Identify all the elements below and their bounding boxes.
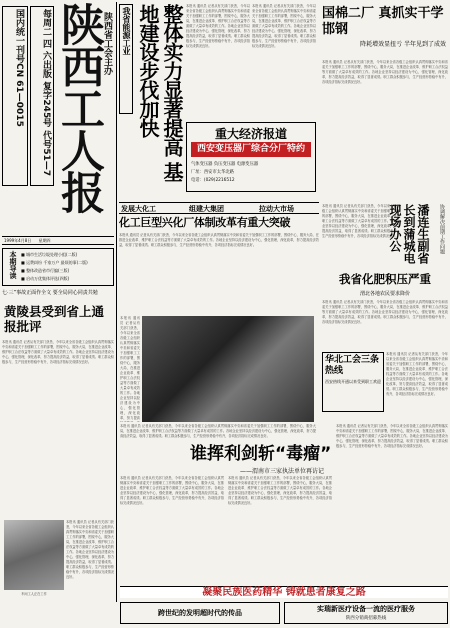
left-story [2,290,114,520]
masthead-title: 陕西工人报 [53,2,104,212]
bottom-right-ad[interactable] [284,602,448,624]
masthead-issue-meta: 复字245号 代号51—7 [41,81,51,177]
lower-center-body: 本报讯 通讯员 记者从有关部门获悉，今年以来全省各级工会组织认真贯彻落实中央和省委关于加强职工工作的部署，围绕中心，服务大局，在推进企业改革、维护职工合法权益等方面做了大量卓有成效的工作。各地企业坚持以经济建设为中心，强化管理，深化改革，努力提高经济效益，取得了显著成绩。职工群众积极参与，生产经营形势稳中有升，各项经济指标完成情况良好。 [120,424,316,438]
bottom-title: 谁挥利剑斩“毒瘤” [190,444,332,464]
ad-line-3: 电话：(029)2216512 [191,178,235,183]
right-mid-body: 本报讯 通讯员 记者从有关部门获悉，今年以来全省各级工会组织认真贯彻落实中央和省委关于加强职工工作的部署，围绕中心，服务大局，在推进企业改革、维护职工合法权益等方面做了大量卓有成效的工作。各地企业坚持以经济建设为中心，强化管理，深化改革，努力提高经济效益，取得了显著成绩。职工群众积极参与，生产经营形势稳中有升，各项经济指标完成情况良好。 [322,204,400,238]
bottom-left-ad-text: 跨世纪的发明超时代的传品 [158,609,242,617]
index-box [2,248,114,286]
top-right-title: 国棉二厂 真抓实干学邯钢 [322,6,444,37]
union-title: 华北工会三条热线 [325,355,380,376]
province-sub: 我省能源工业 [122,7,131,55]
center-photo-caption: 本报讯 通讯员 记者从有关部门获悉，今年以来全省各级工会组织认真贯彻落实中央和省委关于加强职工工作的部署，围绕中心，服务大局，在推进企业改革、维护职工合法权益等方面做了大量卓有成效的工作。各地企业坚持以经济建设为中心，强化管理，深化改革，努力提高 [120,316,140,420]
band-left: 发展大化工 [121,205,156,213]
bottom-right-ad-text: 实瑞新医疗设备一流的医疗服务 [317,605,415,613]
top-right-sub: 降耗增效显扭亏 半年见到了成效 [360,41,446,48]
left-photo [4,520,64,590]
left-column-text: 本报讯 通讯员 记者从有关部门获悉，今年以来全省各级工会组织认真贯彻落实中央和省委关于加强职工工作的部署，围绕中心，服务大局，在推进企业改革、维护职工合法权益等方面做了大量卓有成效的工作。各地企业坚持以经济建设为中心，强化管理，深化改革，努力提高经济效益，取得了显著成绩。职工群众积极参与，生产经营形势稳中有升，各项经济指标完成情况良好。 [66,520,114,579]
bottom-body-1: 本报讯 通讯员 记者从有关部门获悉，今年以来全省各级工会组织认真贯彻落实中央和省委关于加强职工工作的部署，围绕中心，服务大局，在推进企业改革、维护职工合法权益等方面做了大量卓有成效的工作。各地企业坚持以经济建设为中心，强化管理，深化改革，努力提高经济效益，取得了显著成绩。职工群众积极参与，生产经营形势稳中有升，各项经济指标完成情况良好。 [120,476,224,505]
ad-top: 重大经济报道 [214,127,287,141]
bottom-body-3: 本报讯 通讯员 记者从有关部门获悉，今年以来全省各级工会组织认真贯彻落实中央和省委关于加强职工工作的部署，围绕中心，服务大局，在推进企业改革、维护职工合法权益等方面做了大量卓有成效的工作。各地企业坚持以经济建设为中心，强化管理，深化改革，努力提高经济效益，取得了显著成绩。职工群众积极参与，生产经营形势稳中有升，各项经济指标完成情况良好。 [336,424,448,448]
bottom-right-tag: 陕西分销商招募热线 [345,616,387,621]
masthead-publisher: 陕西省工会主办 [102,12,112,75]
mid-right-sub: 渭北各地农民要求降价 [359,291,410,297]
wide-title: 化工巨型兴化厂体制改革有重大突破 [119,216,291,229]
issue-date: 1999年4月8日 [4,238,32,243]
union-sub: 西安热线开通以来受到职工欢迎 [325,379,381,384]
mid-right-title: 我省化肥积压严重 [339,272,431,286]
masthead-schedule: 每周二 四 六出版 [41,9,51,79]
center-photo [142,316,314,422]
index-item[interactable]: ■ 启动万优集体评选(四版) [21,276,70,281]
bottom-banner[interactable] [120,586,448,598]
ad-line-1: 气体变压器 负压变压器 电源变压器 [191,162,259,167]
bottom-body-2: 本报讯 通讯员 记者从有关部门获悉，今年以来全省各级工会组织认真贯彻落实中央和省委关于加强职工工作的部署，围绕中心，服务大局，在推进企业改革、维护职工合法权益等方面做了大量卓有成效的工作。各地企业坚持以经济建设为中心，强化管理，深化改革，努力提高经济效益，取得了显著成绩。职工群众积极参与，生产经营形势稳中有升，各项经济指标完成情况良好。 [228,476,332,505]
band-right: 拉动大市场 [259,205,294,213]
left-story-body: 本报讯 通讯员 记者从有关部门获悉，今年以来全省各级工会组织认真贯彻落实中央和省委关于加强职工工作的部署，围绕中心，服务大局，在推进企业改革、维护职工合法权益等方面做了大量卓有成效的工作。各地企业坚持以经济建设为中心，强化管理，深化改革，努力提高经济效益，取得了显著成绩。职工群众积极参与，生产经营形势稳中有升，各项经济指标完成情况良好。 [2,340,114,364]
wide-body: 本报讯 通讯员 记者从有关部门获悉，今年以来全省各级工会组织认真贯彻落实中央和省委关于加强职工工作的部署，围绕中心，服务大局，在推进企业改革、维护职工合法权益等方面做了大量卓有成效的工作。各地企业坚持以经济建设为中心，强化管理，深化改革，努力提高经济效益，取得了显著成绩。职工群众积极参与，生产经营形势稳中有升，各项经济指标完成情况良好。 [119,233,319,247]
mid-right-body: 本报讯 通讯员 记者从有关部门获悉，今年以来全省各级工会组织认真贯彻落实中央和省委关于加强职工工作的部署，围绕中心，服务大局，在推进企业改革、维护职工合法权益等方面做了大量卓有成效的工作。各地企业坚持以经济建设为中心，强化管理，深化改革，努力提高经济效益，取得了显著成绩。职工群众积极参与，生产经营形势稳中有升，各项经济指标完成情况良好。 [322,300,448,324]
bottom-left-ad[interactable] [120,602,280,624]
union-body: 本报讯 通讯员 记者从有关部门获悉，今年以来全省各级工会组织认真贯彻落实中央和省委关于加强职工工作的部署，围绕中心，服务大局，在推进企业改革、维护职工合法权益等方面做了大量卓有成效的工作。各地企业坚持以经济建设为中心，强化管理，深化改革，努力提高经济效益，取得了显著成绩。职工群众积极参与，生产经营形势稳中有升，各项经济指标完成情况良好。 [386,352,448,396]
ad-main: 西安变压器厂综合分厂特约 [191,142,311,157]
band-mid: 组建大集团 [189,205,224,213]
index-item[interactable]: ■ 运费纠纷 千家万户 最烦的事(二版) [21,260,88,265]
right-vertical-sub: 协调解决前期工作问题 [439,204,445,254]
left-story-title: 黄陵县受到省上通报批评 [4,304,105,334]
union-box [322,352,384,412]
top-right-body: 本报讯 通讯员 记者从有关部门获悉，今年以来全省各级工会组织认真贯彻落实中央和省委关于加强职工工作的部署，围绕中心，服务大局，在推进企业改革、维护职工合法权益等方面做了大量卓有成效的工作。各地企业坚持以经济建设为中心，强化管理，深化改革，努力提高经济效益，取得了显著成绩。职工群众积极参与，生产经营形势稳中有升，各项经济指标完成情况良好。 [322,60,448,84]
index-label: 本期导读 [9,251,17,279]
column-rule [116,2,117,602]
lead-body-2: 本报讯 通讯员 记者从有关部门获悉，今年以来全省各级工会组织认真贯彻落实中央和省委关于加强职工工作的部署，围绕中心，服务大局，在推进企业改革、维护职工合法权益等方面做了大量卓有成效的工作。各地企业坚持以经济建设为中心，强化管理，深化改革，努力提高经济效益，取得了显著成绩。职工群众积极参与，生产经营形势稳中有升，各项经济指标完成情况良好。 [252,4,316,48]
banner-red: 凝聚民族医药精华 铸就患者康复之路 [202,587,366,598]
lead-body: 本报讯 通讯员 记者从有关部门获悉，今年以来全省各级工会组织认真贯彻落实中央和省委关于加强职工工作的部署，围绕中心，服务大局，在推进企业改革、维护职工合法权益等方面做了大量卓有成效的工作。各地企业坚持以经济建设为中心，强化管理，深化改革，努力提高经济效益，取得了显著成绩。职工群众积极参与，生产经营形势稳中有升，各项经济指标完成情况良好。 [186,4,250,48]
masthead-cn-box [2,6,28,186]
industry-band [119,202,319,214]
ad-line-2: 厂址：西安市太华北路 [191,170,234,175]
right-vertical-headline: 潘连生副省长到蒲城电现场办公 [388,204,430,264]
province-sub-box [119,4,133,114]
masthead [2,2,114,240]
ad-block[interactable] [186,122,316,192]
index-list [21,251,113,285]
masthead-schedule-box [30,6,54,186]
left-story-kicker: 七·三”事故正面作全文 要全局同心同责共勉 [2,290,98,296]
issue-weekday: 星期四 [38,238,51,243]
masthead-date [2,236,114,245]
index-item[interactable]: ■ 城市生活垃圾处理小组(二版) [21,252,78,257]
index-item[interactable]: ■ 整体改造省市行编(三版) [21,268,70,273]
lead-vertical-headline: 整体实力显著提高 基地建设步伐加快 [136,4,184,181]
bottom-sub: ——渭南市三家执法单位再访记 [240,468,325,475]
masthead-cn-line: 国内统一刊号CN 61—0015 [14,9,24,127]
left-photo-caption: 车间工人正在工作 [21,592,47,596]
